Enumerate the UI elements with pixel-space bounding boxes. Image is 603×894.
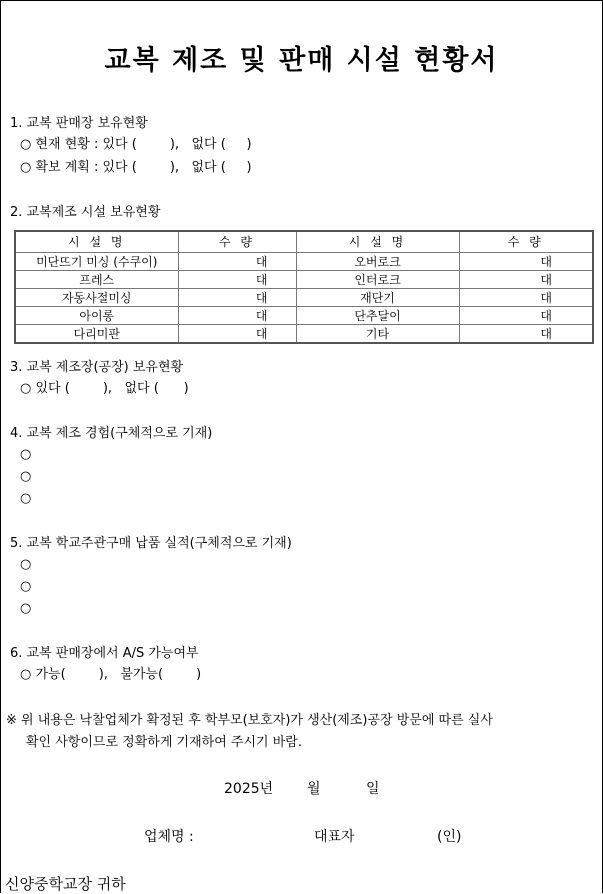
section4-bullet: ○ — [20, 469, 32, 484]
equipment-qty: 대 — [459, 271, 593, 289]
section5-bullet: ○ — [20, 601, 32, 616]
col-header-name: 시 설 명 — [15, 231, 178, 253]
addressee: 신양중학교장 귀하 — [5, 875, 126, 893]
section2-heading: 2. 교복제조 시설 보유현황 — [10, 205, 161, 220]
col-header-name: 시 설 명 — [296, 231, 459, 253]
equipment-name: 기타 — [296, 325, 459, 344]
notice-line-2: 확인 사항이므로 정확하게 기재하여 주시기 바람. — [26, 735, 302, 750]
section1-heading: 1. 교복 판매장 보유현황 — [10, 116, 148, 131]
table-header-row — [15, 231, 593, 253]
equipment-name: 미단뜨기 미싱 (수쿠이) — [15, 253, 178, 271]
section6-option: ○ 가능( ), 불가능( ) — [20, 667, 202, 682]
section1-option-current: ○ 현재 현황 : 있다 ( ), 없다 ( ) — [20, 137, 252, 152]
section4-heading: 4. 교복 제조 경험(구체적으로 기재) — [10, 426, 213, 441]
date-day: 일 — [366, 781, 380, 797]
table-row — [15, 253, 593, 271]
equipment-qty: 대 — [178, 253, 296, 271]
equipment-qty: 대 — [459, 307, 593, 325]
equipment-qty: 대 — [178, 307, 296, 325]
section4-bullet: ○ — [20, 491, 32, 506]
equipment-qty: 대 — [459, 289, 593, 307]
equipment-name: 프레스 — [15, 271, 178, 289]
table-row — [15, 325, 593, 344]
table-row — [15, 307, 593, 325]
equipment-qty: 대 — [459, 253, 593, 271]
company-label: 업체명 : — [144, 829, 194, 845]
equipment-qty: 대 — [178, 289, 296, 307]
section3-heading: 3. 교복 제조장(공장) 보유현황 — [10, 360, 184, 375]
equipment-name: 오버로크 — [296, 253, 459, 271]
equipment-qty: 대 — [459, 325, 593, 344]
col-header-qty: 수 량 — [459, 231, 593, 253]
equipment-qty: 대 — [178, 271, 296, 289]
notice-text — [6, 710, 598, 754]
page-title: 교복 제조 및 판매 시설 현황서 — [104, 45, 499, 76]
section4-bullet: ○ — [20, 447, 32, 462]
date-month: 월 — [307, 781, 321, 797]
notice-line-1: ※ 위 내용은 낙찰업체가 확정된 후 학부모(보호자)가 생산(제조)공장 방문에 따른 실사 — [6, 713, 493, 728]
table-row — [15, 271, 593, 289]
section5-bullet: ○ — [20, 557, 32, 572]
equipment-name: 재단기 — [296, 289, 459, 307]
table-row — [15, 289, 593, 307]
section6-heading: 6. 교복 판매장에서 A/S 가능여부 — [10, 646, 199, 661]
seal-label: (인) — [437, 829, 462, 845]
equipment-name: 아이롱 — [15, 307, 178, 325]
col-header-qty: 수 량 — [178, 231, 296, 253]
equipment-name: 인터로크 — [296, 271, 459, 289]
equipment-name: 다리미판 — [15, 325, 178, 344]
representative-label: 대표자 — [314, 829, 355, 845]
equipment-name: 단추달이 — [296, 307, 459, 325]
date-year: 2025년 — [224, 781, 274, 797]
section5-heading: 5. 교복 학교주관구매 납품 실적(구체적으로 기재) — [10, 536, 292, 551]
equipment-name: 자동사절미싱 — [15, 289, 178, 307]
equipment-table — [14, 230, 594, 344]
section5-bullet: ○ — [20, 579, 32, 594]
section1-option-plan: ○ 확보 계획 : 있다 ( ), 없다 ( ) — [20, 160, 252, 175]
section3-option: ○ 있다 ( ), 없다 ( ) — [20, 381, 189, 396]
equipment-qty: 대 — [178, 325, 296, 344]
